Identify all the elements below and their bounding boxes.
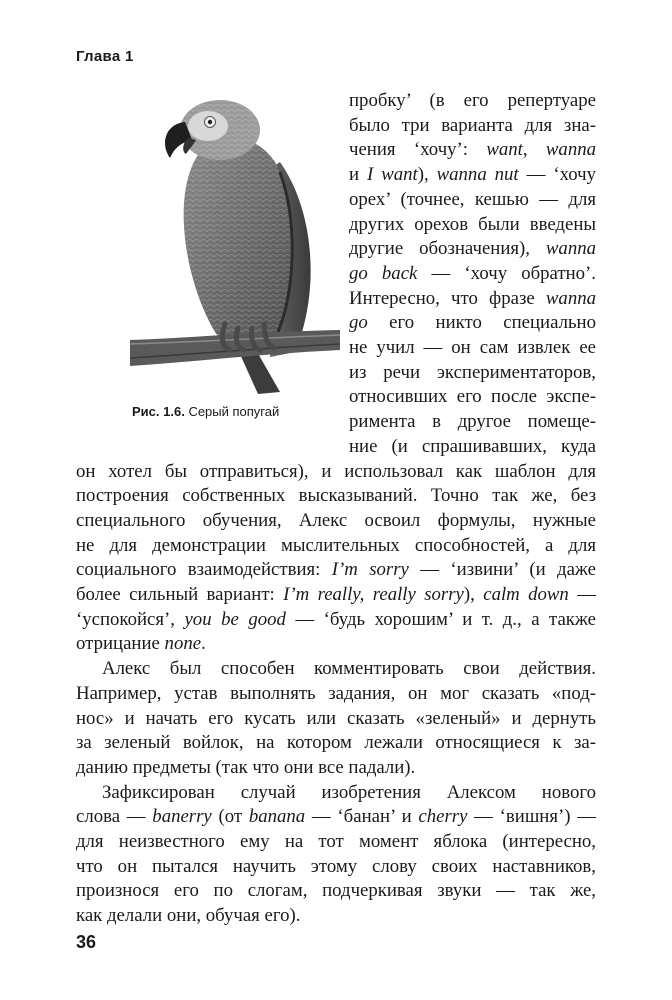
text-line: нос» и начать его кусать или сказать «зеленый» и дернуть bbox=[76, 707, 596, 729]
text-line: ние (и спрашивавших, куда bbox=[349, 435, 596, 457]
text-line: за зеленый войлок, на котором лежали относящиеся к за- bbox=[76, 732, 596, 754]
text-line: было три варианта для зна- bbox=[349, 114, 596, 136]
text-line: Алекс был способен комментировать свои действия. bbox=[102, 658, 596, 680]
text-line: более сильный вариант: I’m really, really sorry), calm down — bbox=[76, 584, 596, 605]
text-line: слова — banerry (от banana — ‘банан’ и cherry — ‘вишня’) — bbox=[76, 806, 597, 828]
text-line: из речи экспериментаторов, bbox=[349, 361, 596, 383]
text-line: он хотел бы отправиться), и использовал как шаблон для bbox=[76, 460, 596, 482]
text-line: Интересно, что фразе wanna bbox=[349, 287, 596, 309]
text-line: отрицание none. bbox=[76, 633, 206, 655]
text-line: чения ‘хочу’: want, wanna bbox=[349, 139, 596, 161]
text-line: что он пытался научить этому слову своих наставников, bbox=[76, 855, 596, 877]
text-line: специального обучения, Алекс освоил формулы, нужные bbox=[76, 509, 596, 531]
text-line: орех’ (точнее, кешью — для bbox=[349, 188, 596, 210]
figure-caption bbox=[132, 404, 279, 419]
text-line: римента в другое помеще- bbox=[349, 411, 596, 433]
text-line: и I want), wanna nut — ‘хочу bbox=[349, 164, 596, 186]
page-number: 36 bbox=[76, 932, 97, 952]
text-line: не для демонстрации мыслительных способностей, а для bbox=[76, 534, 596, 556]
text-line: ‘успокойся’, you be good — ‘будь хорошим’ и т. д., а также bbox=[76, 608, 597, 630]
text-line: go back — ‘хочу обратно’. bbox=[349, 262, 596, 284]
text-line: go его никто специально bbox=[349, 312, 596, 334]
text-line: Зафиксирован случай изобретения Алексом нового bbox=[102, 781, 596, 803]
text-line: Например, устав выполнять задания, он мог сказать «под- bbox=[76, 682, 596, 704]
text-line: как делали они, обучая его). bbox=[76, 905, 301, 927]
text-line: для неизвестного ему на тот момент яблока (интересно, bbox=[76, 831, 596, 852]
text-line: произнося его по слогам, подчеркивая звуки — так же, bbox=[76, 880, 596, 902]
text-line: относивших его после экспе- bbox=[349, 386, 596, 408]
text-line: другие обозначения), wanna bbox=[349, 238, 596, 260]
chapter-header: Глава 1 bbox=[76, 48, 134, 65]
figure-caption-text: Серый попугай bbox=[188, 404, 280, 419]
text-line: не учил — он сам извлек ее bbox=[349, 337, 596, 358]
text-line: других орехов были введены bbox=[349, 213, 596, 235]
text-line: социального взаимодействия: I’m sorry — ‘извини’ (и даже bbox=[76, 559, 596, 581]
parrot-figure bbox=[130, 92, 340, 402]
parrot-illustration bbox=[130, 100, 340, 394]
text-line: пробку’ (в его репертуаре bbox=[349, 90, 596, 111]
text-line: построения собственных высказываний. Точно так же, без bbox=[76, 485, 596, 507]
text-line: данию предметы (так что они все падали). bbox=[76, 756, 416, 778]
figure-label: Рис. 1.6. bbox=[132, 404, 185, 419]
